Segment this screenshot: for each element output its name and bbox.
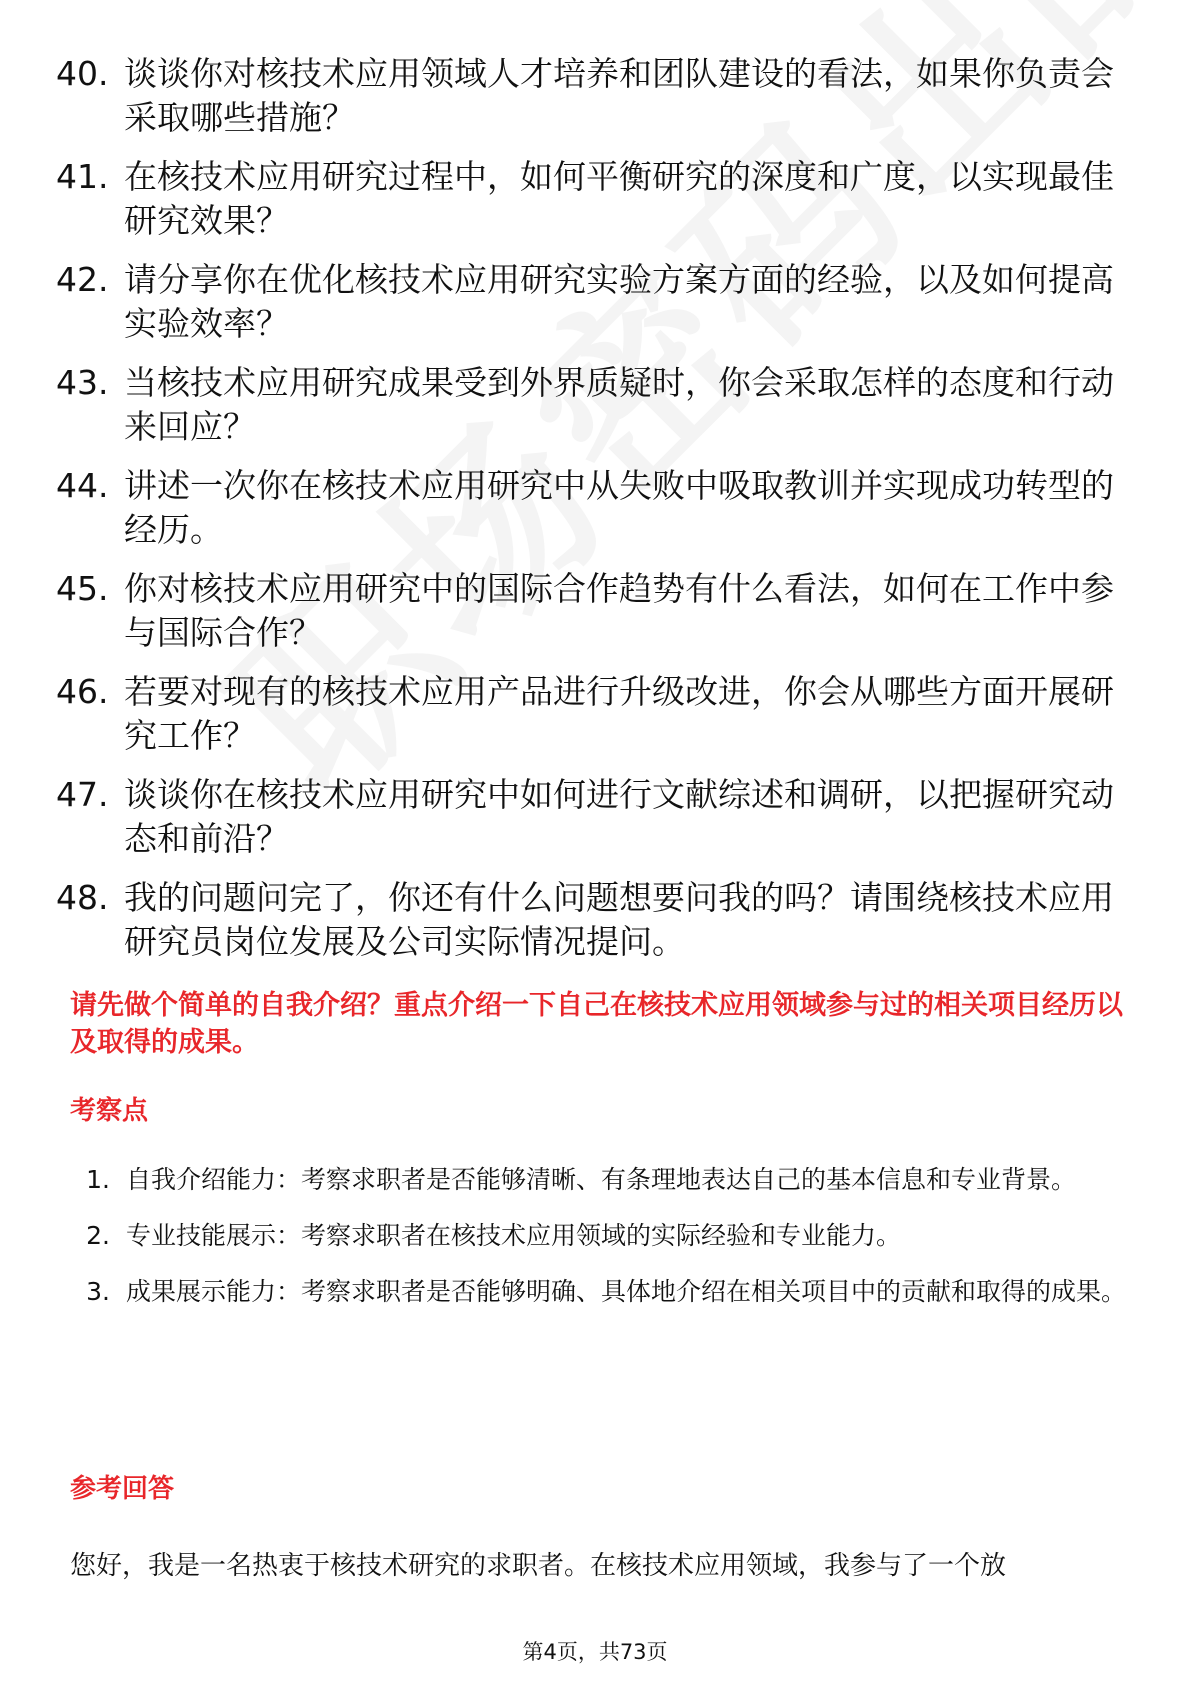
assessment-item — [70, 1264, 1130, 1320]
page-footer: 第4页，共73页 — [522, 1640, 668, 1664]
question-text: 谈谈你在核技术应用研究中如何进行文献综述和调研，以把握研究动态和前沿？ — [124, 775, 1114, 858]
question-item — [56, 52, 1136, 140]
question-text: 你对核技术应用研究中的国际合作趋势有什么看法，如何在工作中参与国际合作？ — [124, 569, 1114, 652]
interview-question-heading: 请先做个简单的自我介绍？重点介绍一下自己在核技术应用领域参与过的相关项目经历以及取得的成果。 — [70, 990, 1123, 1058]
question-item — [56, 155, 1136, 243]
question-number: 42. — [56, 260, 109, 299]
question-item — [56, 464, 1136, 552]
assessment-text: 成果展示能力：考察求职者是否能够明确、具体地介绍在相关项目中的贡献和取得的成果。 — [126, 1277, 1127, 1306]
question-item — [56, 361, 1136, 449]
question-item — [56, 670, 1136, 758]
reference-answer-heading: 参考回答 — [70, 1474, 175, 1504]
question-number: 46. — [56, 672, 109, 711]
question-text: 我的问题问完了，你还有什么问题想要问我的吗？请围绕核技术应用研究员岗位发展及公司实际情况提问。 — [124, 878, 1114, 961]
question-item — [56, 876, 1136, 964]
assessment-item — [70, 1152, 1130, 1208]
question-number: 47. — [56, 775, 109, 814]
question-text: 谈谈你对核技术应用领域人才培养和团队建设的看法，如果你负责会采取哪些措施？ — [124, 54, 1114, 137]
question-text: 讲述一次你在核技术应用研究中从失败中吸取教训并实现成功转型的经历。 — [124, 466, 1114, 549]
reference-answer-text: 您好，我是一名热衷于核技术研究的求职者。在核技术应用领域，我参与了一个放 — [70, 1551, 1007, 1581]
question-number: 45. — [56, 569, 109, 608]
question-text: 在核技术应用研究过程中，如何平衡研究的深度和广度，以实现最佳研究效果？ — [124, 157, 1114, 240]
question-number: 44. — [56, 466, 109, 505]
assessment-number: 2. — [86, 1221, 110, 1250]
assessment-text: 自我介绍能力：考察求职者是否能够清晰、有条理地表达自己的基本信息和专业背景。 — [126, 1165, 1077, 1194]
assessment-number: 1. — [86, 1165, 110, 1194]
question-item — [56, 773, 1136, 861]
question-number: 43. — [56, 363, 109, 402]
question-text: 若要对现有的核技术应用产品进行升级改进，你会从哪些方面开展研究工作？ — [124, 672, 1114, 755]
question-number: 48. — [56, 878, 109, 917]
question-list — [56, 52, 1136, 979]
question-number: 41. — [56, 157, 109, 196]
question-number: 40. — [56, 54, 109, 93]
assessment-item — [70, 1208, 1130, 1264]
question-text: 请分享你在优化核技术应用研究实验方案方面的经验，以及如何提高实验效率？ — [124, 260, 1114, 343]
question-text: 当核技术应用研究成果受到外界质疑时，你会采取怎样的态度和行动来回应？ — [124, 363, 1114, 446]
question-item — [56, 258, 1136, 346]
assessment-text: 专业技能展示：考察求职者在核技术应用领域的实际经验和专业能力。 — [126, 1221, 902, 1250]
assessment-list — [70, 1152, 1130, 1320]
assessment-number: 3. — [86, 1277, 110, 1306]
assessment-heading: 考察点 — [70, 1096, 149, 1126]
question-item — [56, 567, 1136, 655]
